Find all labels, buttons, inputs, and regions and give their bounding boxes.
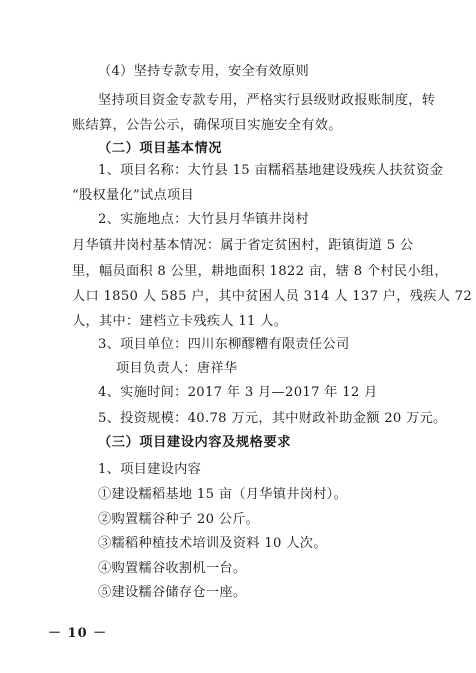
- project-name-line: 1、项目名称：大竹县 15 亩糯稻基地建设残疾人扶贫资金: [98, 163, 444, 178]
- investment-scale-line: 5、投资规模：40.78 万元，其中财政补助金额 20 万元。: [98, 411, 447, 426]
- construction-item-5: ⑤建设糯谷储存仓一座。: [98, 585, 247, 600]
- construction-content-heading: 1、项目建设内容: [98, 462, 202, 477]
- paragraph-line: 坚持项目资金专款专用，严格实行县级财政报账制度，转: [98, 93, 436, 108]
- village-info-line: 人口 1850 人 585 户，其中贫困人员 314 人 137 户，残疾人 72: [72, 289, 473, 304]
- construction-item-4: ④购置糯谷收割机一台。: [98, 561, 247, 576]
- section-heading-construction: （三）项目建设内容及规格要求: [98, 435, 292, 450]
- location-line: 2、实施地点：大竹县月华镇井岗村: [98, 212, 310, 227]
- principle-item-4: （4）坚持专款专用，安全有效原则: [98, 64, 310, 79]
- project-unit-line: 3、项目单位：四川东柳醪糟有限责任公司: [98, 337, 350, 352]
- project-leader-line: 项目负责人：唐祥华: [116, 361, 238, 376]
- construction-item-2: ②购置糯谷种子 20 公斤。: [98, 512, 260, 527]
- project-name-line-cont: “股权量化”试点项目: [72, 188, 194, 203]
- village-info-line: 人，其中：建档立卡残疾人 11 人。: [72, 314, 288, 329]
- paragraph-line: 账结算，公告公示，确保项目实施安全有效。: [72, 118, 342, 133]
- village-info-line: 月华镇井岗村基本情况：属于省定贫困村，距镇街道 5 公: [72, 238, 414, 253]
- construction-item-1: ①建设糯稻基地 15 亩（月华镇井岗村）。: [98, 487, 348, 502]
- section-heading-basic-info: （二）项目基本情况: [98, 141, 223, 156]
- construction-item-3: ③糯稻种植技术培训及资料 10 人次。: [98, 536, 327, 551]
- village-info-line: 里，幅员面积 8 公里，耕地面积 1822 亩，辖 8 个村民小组，: [72, 264, 448, 279]
- page-number: － 10 －: [48, 626, 108, 641]
- implementation-time-line: 4、实施时间：2017 年 3 月—2017 年 12 月: [98, 385, 378, 400]
